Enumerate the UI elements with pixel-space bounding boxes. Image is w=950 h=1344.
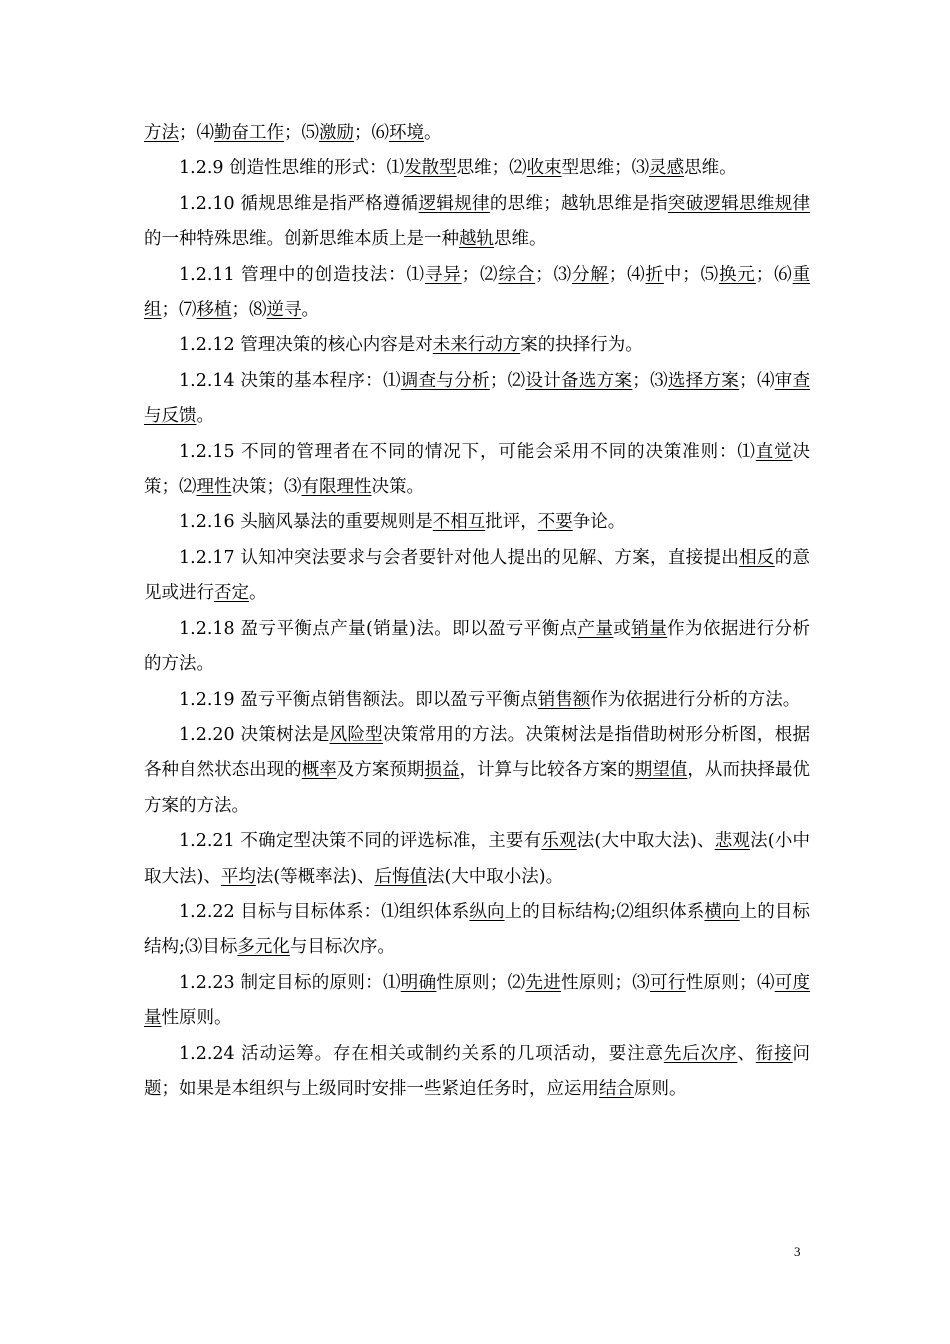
underlined-term: 激励 (319, 123, 354, 143)
underlined-term: 突破逻辑思维规律 (667, 193, 811, 214)
text-run: 1.2.15 不同的管理者在不同的情况下，可能会采用不同的决策准则：⑴ (179, 441, 756, 462)
underlined-term: 有限理性 (301, 477, 372, 498)
text-run: 法(大中取小法)。 (426, 866, 564, 887)
underlined-term: 选择方案 (667, 370, 740, 391)
paragraph (144, 824, 810, 895)
text-run: 争论。 (572, 512, 626, 533)
text-run: 1.2.10 循规思维是指严格遵循 (179, 193, 419, 214)
text-run: 或 (613, 618, 632, 639)
underlined-term: 衔接 (755, 1043, 793, 1064)
text-run: 批评， (485, 512, 538, 533)
underlined-term: 理性 (196, 477, 232, 498)
text-run: 1.2.9 创造性思维的形式：⑴ (179, 158, 405, 179)
text-run: 决策常用的方法。决策树法是指借助树形分析图，根据各种自然状态出现的 (144, 724, 811, 781)
underlined-term: 乐观 (541, 831, 577, 852)
underlined-term: 移植 (196, 300, 232, 321)
underlined-term: 明确 (400, 972, 437, 993)
underlined-term: 折 (645, 264, 664, 285)
underlined-term: 换元 (719, 264, 756, 285)
text-run: ；⑷ (179, 123, 214, 143)
underlined-term: 结合 (599, 1078, 634, 1099)
underlined-term: 期望值 (634, 760, 688, 781)
paragraph (144, 1037, 810, 1108)
text-run: 及方案预期 (336, 760, 425, 781)
text-run: 性原则；⑶ (561, 972, 651, 993)
underlined-term: 寻异 (424, 264, 462, 285)
text-run: ；⑸ (284, 123, 319, 143)
text-run: 的意见或进行 (144, 547, 811, 604)
text-run: 1.2.11 管理中的创造技法：⑴ (179, 264, 425, 285)
paragraph (144, 328, 810, 363)
text-run: 。 (424, 123, 442, 143)
text-run: 性原则。 (161, 1008, 232, 1029)
paragraph (144, 718, 810, 824)
paragraph (144, 151, 810, 186)
underlined-term: 审查与反馈 (144, 370, 811, 427)
text-run: 1.2.18 盈亏平衡点产量(销量)法。即以盈亏平衡点 (179, 618, 578, 639)
underlined-term: 发散型 (404, 158, 457, 179)
text-run: 1.2.14 决策的基本程序：⑴ (179, 370, 401, 391)
text-run: ；⑷ (739, 370, 775, 391)
underlined-term: 先进 (525, 972, 562, 993)
paragraph (144, 966, 810, 1037)
paragraph (144, 258, 810, 329)
text-run: 思维。 (494, 229, 547, 250)
underlined-term: 否定 (214, 583, 249, 604)
text-run: 案的抉择行为。 (520, 335, 643, 356)
paragraph (144, 505, 810, 540)
paragraph (144, 435, 810, 506)
text-run: 1.2.12 管理决策的核心内容是对 (179, 335, 433, 356)
underlined-term: 相反 (739, 547, 775, 568)
text-run: 型思维；⑶ (561, 158, 650, 179)
text-run: 上的目标结构;⑶目标 (144, 901, 811, 958)
underlined-term: 平均 (220, 866, 256, 887)
paragraph (144, 541, 810, 612)
underlined-term: 重组 (144, 264, 811, 321)
underlined-term: 灵感 (649, 158, 685, 179)
underlined-term: 未来行动方 (432, 335, 521, 356)
text-run: 上的目标结构;⑵组织体系 (504, 901, 705, 922)
text-run: 1.2.16 头脑风暴法的重要规则是 (179, 512, 433, 533)
underlined-term: 风险型 (329, 724, 383, 745)
text-run: ，计算与比较各方案的 (459, 760, 635, 781)
underlined-term: 综合 (498, 264, 536, 285)
text-run: 性原则；⑵ (436, 972, 526, 993)
underlined-term: 不要 (537, 512, 573, 533)
underlined-term: 销售额 (537, 689, 591, 710)
text-run: 作为依据进行分析的方法。 (590, 689, 801, 710)
document-body (144, 116, 810, 1107)
text-run: 1.2.22 目标与目标体系：⑴组织体系 (179, 901, 470, 922)
text-run: 决策；⑶ (231, 477, 302, 498)
paragraph (144, 895, 810, 966)
text-run: ；⑺ (161, 300, 197, 321)
text-run: 1.2.23 制定目标的原则：⑴ (179, 972, 401, 993)
text-run: ；⑵ (461, 264, 499, 285)
underlined-term: 直觉 (755, 441, 793, 462)
underlined-term: 概率 (301, 760, 337, 781)
text-run: 、 (737, 1043, 756, 1064)
underlined-term: 多元化 (237, 937, 290, 958)
underlined-term: 悲观 (714, 831, 751, 852)
underlined-term: 分解 (571, 264, 609, 285)
underlined-term: 可度量 (144, 972, 811, 1029)
paragraph (144, 683, 810, 718)
page-number: 3 (794, 1244, 801, 1259)
text-run: 问题；如果是本组织与上级同时安排一些紧迫任务时，应运用 (144, 1043, 811, 1099)
text-run: 思维；⑵ (456, 158, 527, 179)
underlined-term: 产量 (577, 618, 614, 639)
text-run: 法(小中取大法)、 (144, 831, 811, 887)
underlined-term: 横向 (704, 901, 740, 922)
underlined-term: 逻辑规律 (418, 193, 490, 214)
underlined-term: 越轨 (459, 229, 494, 250)
text-run: ；⑻ (231, 300, 267, 321)
text-run: 1.2.21 不确定型决策不同的评选标准，主要有 (179, 831, 542, 852)
text-run: 法(大中取大法)、 (576, 831, 715, 852)
underlined-term: 可行 (650, 972, 686, 993)
underlined-term: 销量 (631, 618, 668, 639)
text-run: 中；⑸ (663, 264, 720, 285)
text-run: 法(等概率法)、 (255, 866, 375, 887)
text-run: ；⑷ (608, 264, 646, 285)
text-run: ，从而抉择最优方案的方法。 (144, 760, 811, 816)
text-run: 。 (249, 583, 267, 604)
text-run: 1.2.17 认知冲突法要求与会者要针对他人提出的见解、方案，直接提出 (179, 547, 740, 568)
text-run: 的一种特殊思维。创新思维本质上是一种 (144, 229, 459, 250)
paragraph (144, 612, 810, 683)
text-run: 决策；⑵ (144, 441, 810, 498)
underlined-term: 环境 (389, 123, 424, 143)
text-run: ；⑵ (489, 370, 526, 391)
text-run: 作为依据进行分析的方法。 (144, 618, 811, 675)
text-run: 1.2.24 活动运筹。存在相关或制约关系的几项活动，要注意 (179, 1043, 664, 1064)
text-run: 性原则；⑷ (685, 972, 775, 993)
underlined-term: 方法 (144, 123, 179, 143)
underlined-term: 不相互 (432, 512, 486, 533)
underlined-term: 后悔值 (374, 866, 427, 887)
text-run: ；⑶ (535, 264, 572, 285)
text-run: 思维。 (684, 158, 737, 179)
text-run: ；⑶ (632, 370, 668, 391)
text-run: 。 (301, 300, 319, 321)
text-run: 1.2.19 盈亏平衡点销售额法。即以盈亏平衡点 (179, 689, 538, 710)
text-run: 与目标次序。 (289, 937, 395, 958)
underlined-term: 逆寻 (266, 300, 302, 321)
text-run: 的思维；越轨思维是指 (489, 193, 668, 214)
underlined-term: 调查与分析 (400, 370, 490, 391)
underlined-term: 损益 (424, 760, 460, 781)
text-run: 原则。 (634, 1078, 687, 1099)
paragraph (144, 116, 810, 151)
text-run: 1.2.20 决策树法是 (179, 724, 330, 745)
underlined-term: 先后次序 (663, 1043, 738, 1064)
underlined-term: 纵向 (469, 901, 505, 922)
text-run: ；⑹ (755, 264, 793, 285)
text-run: 。 (196, 406, 214, 427)
text-run: 决策。 (371, 477, 424, 498)
underlined-term: 收束 (526, 158, 562, 179)
underlined-term: 设计备选方案 (525, 370, 633, 391)
paragraph (144, 187, 810, 258)
underlined-term: 勤奋工作 (214, 123, 284, 143)
text-run: ；⑹ (354, 123, 389, 143)
paragraph (144, 364, 810, 435)
